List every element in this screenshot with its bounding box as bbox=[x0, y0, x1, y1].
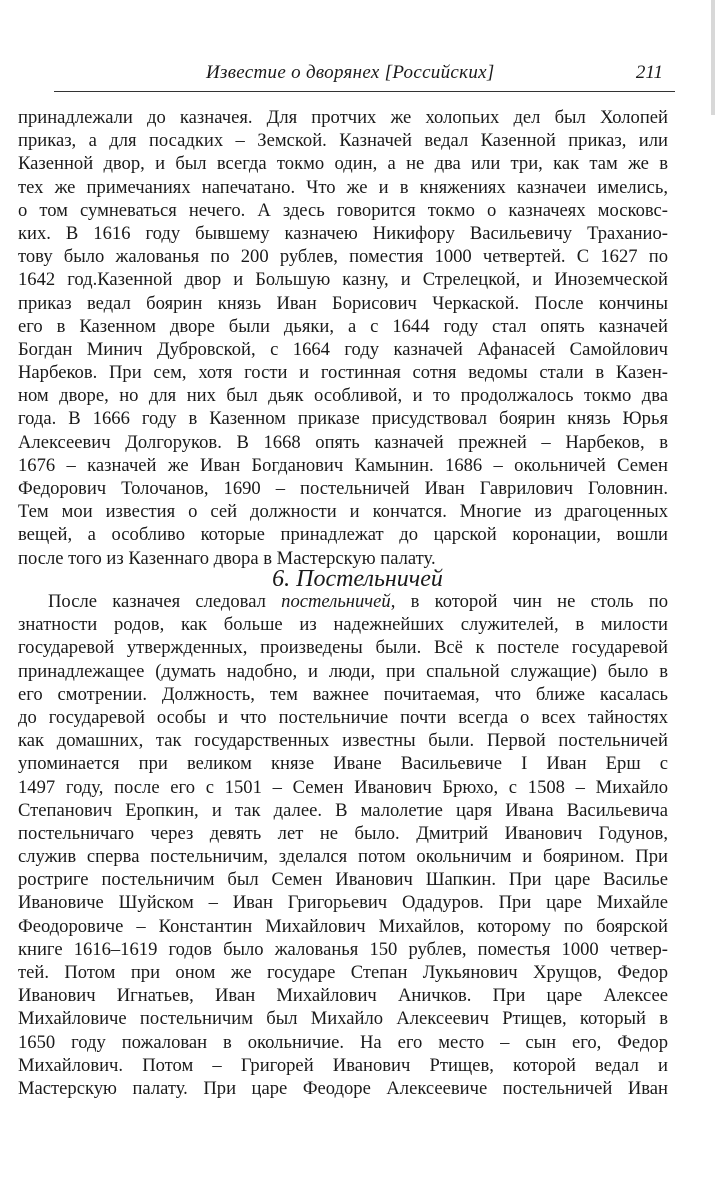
text-line: тех же примечаниях напечатано. Что же и в княжениях казначеи имелись, bbox=[18, 176, 668, 198]
text-line: 1497 году, после его с 1501 – Семен Иванович Брюхо, с 1508 – Михайло bbox=[18, 776, 668, 798]
text-line: Алексеевич Долгоруков. В 1668 опять казначей прежней – Нарбеков, в bbox=[18, 431, 668, 453]
running-title: Известие о дворянех [Российских] bbox=[206, 62, 495, 83]
text-line: принадлежащее (думать надобно, и люди, при спальной служащие) было в bbox=[18, 660, 668, 682]
text-line: Иванович Игнатьев, Иван Михайлович Аничков. При царе Алексее bbox=[18, 985, 668, 1007]
text-line: принадлежали до казначея. Для протчих же холопьих дел был Холопей bbox=[18, 107, 668, 128]
text-line: государевой утвержденных, произведены были. Всё к постеле государевой bbox=[18, 637, 668, 659]
text-line: знатности родов, как больше из надежнейших служителей, в милости bbox=[18, 614, 668, 636]
section-heading: 6. Постельничей bbox=[272, 566, 443, 592]
paragraph-postelnichei bbox=[18, 590, 668, 1100]
text-line: приказ ведал боярин князь Иван Борисович Черкаской. После кончины bbox=[18, 292, 668, 314]
text-line: Михайловиче постельничим был Михайло Алексеевич Ртищев, который в bbox=[18, 1008, 668, 1030]
text-line: 1642 год.Казенной двор и Большую казну, и Стрелецкой, и Иноземческой bbox=[18, 269, 668, 291]
text-line: года. В 1666 году в Казенном приказе присудствовал боярин князь Юрья bbox=[18, 408, 668, 430]
text-line: до государевой особы и что постельничие почти всегда о всех тайностях bbox=[18, 706, 668, 728]
text-line: о том сумневаться нечего. А здесь говорится токмо о казначеях московс- bbox=[18, 199, 668, 221]
text-line: Феодоровиче – Константин Михайлович Михайлов, которому по боярской bbox=[18, 915, 668, 937]
text-line: упоминается при великом князе Иване Васильевиче I Иван Ерш с bbox=[18, 753, 668, 775]
text-line: как домашних, так государственных известны были. Первой постельничей bbox=[18, 730, 668, 752]
text-line: Степанович Еропкин, и так далее. В малолетие царя Ивана Васильевича bbox=[18, 799, 668, 821]
text-line: ном дворе, но для них был дьяк особливой, и то продолжалось токмо два bbox=[18, 385, 668, 407]
page-number: 211 bbox=[635, 62, 663, 83]
line-end: , в которой чин не столь по bbox=[390, 591, 668, 612]
italic-term: постельничей bbox=[281, 591, 391, 612]
text-line: приказ, а для посадких – Земской. Казначей ведал Казенной приказ, или bbox=[18, 130, 668, 152]
text-line: тей. Потом при оном же государе Степан Лукьянович Хрущов, Федор bbox=[18, 962, 668, 983]
page-edge-shadow bbox=[711, 0, 715, 115]
text-line: Мастерскую палату. При царе Феодоре Алексеевиче постельничей Иван bbox=[18, 1077, 668, 1099]
text-line: Тем мои известия о сей должности и кончатся. Многие из драгоценных bbox=[18, 501, 668, 523]
text-line: Казенной двор, и был всегда токмо один, а не два или три, как там же в bbox=[18, 153, 668, 175]
page-header bbox=[54, 52, 675, 92]
text-line: 1676 – казначей же Иван Богданович Камынин. 1686 – окольничей Семен bbox=[18, 454, 668, 476]
text-line: 1650 году пожалован в окольничие. На его место – сын его, Федор bbox=[18, 1031, 668, 1053]
text-line: Ивановиче Шуйском – Иван Григорьевич Одадуров. При царе Михайле bbox=[18, 892, 668, 914]
text-line: постельничаго через девять лет не было. Дмитрий Иванович Годунов, bbox=[18, 822, 668, 844]
text-line: книге 1616–1619 годов было жалованья 150 рублев, поместья 1000 четвер- bbox=[18, 938, 668, 960]
line-start: После казначея следовал bbox=[48, 591, 266, 612]
text-line: после того из Казеннаго двора в Мастерскую палату. bbox=[18, 547, 436, 569]
text-line: Нарбеков. При сем, хотя гости и гостинная сотня ведомы стали в Казен- bbox=[18, 362, 668, 384]
text-line: вещей, а особливо которые принадлежат до царской коронации, вошли bbox=[18, 524, 668, 546]
text-line: Богдан Минич Дубровской, с 1664 году казначей Афанасей Самойлович bbox=[18, 338, 668, 360]
text-line: ростриге постельничим был Семен Иванович Шапкин. При царе Василье bbox=[18, 869, 668, 891]
text-line: Федорович Толочанов, 1690 – постельничей Иван Гаврилович Головнин. bbox=[18, 478, 668, 499]
text-line: ких. В 1616 году бывшему казначею Никифору Васильевичу Траханио- bbox=[18, 222, 668, 244]
header-rule bbox=[54, 91, 675, 92]
text-line: его смотрении. Должность, тем важнее почитаемая, что ближе касалась bbox=[18, 683, 668, 705]
text-line: служив сперва постельничим, зделался потом окольничим и боярином. При bbox=[18, 846, 668, 868]
text-line: тову было жалованья по 200 рублев, поместия 1000 четвертей. С 1627 по bbox=[18, 246, 668, 268]
paragraph-treasurer-continued bbox=[18, 106, 668, 570]
text-line-first bbox=[18, 590, 668, 613]
text-line: Михайлович. Потом – Григорей Иванович Ртищев, которой ведал и bbox=[18, 1054, 668, 1076]
text-line: его в Казенном дворе были дьяки, а с 1644 году стал опять казначей bbox=[18, 315, 668, 337]
